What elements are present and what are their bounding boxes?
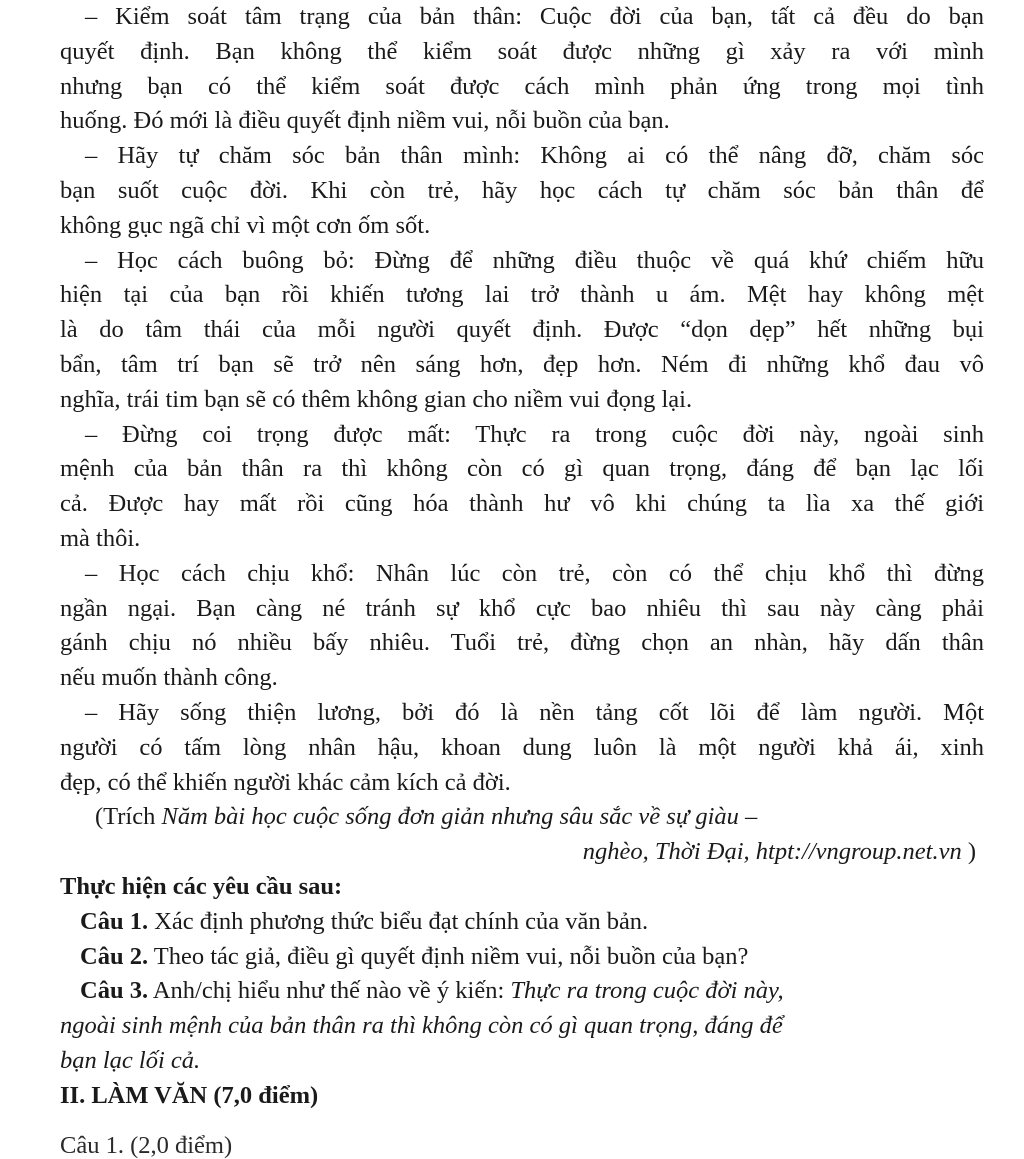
paragraph-let-go <box>60 244 984 418</box>
citation-source: nghèo, Thời Đại, htpt://vngroup.net.vn <box>582 838 962 866</box>
question-quote-line: bạn lạc lối cả. <box>60 1046 201 1074</box>
paragraph-line: ngần ngại. Bạn càng né tránh sự khổ cực bao nhiêu thì sau này càng phải <box>60 594 984 622</box>
question-3 <box>60 974 984 1078</box>
question-text: Anh/chị hiểu như thế nào về ý kiến: <box>148 977 511 1005</box>
paragraph-kindness <box>60 696 984 800</box>
paragraph-line: là do tâm thái của mỗi người quyết định. Được “dọn dẹp” hết những bụi <box>60 316 984 344</box>
paragraph-line: người có tấm lòng nhân hậu, khoan dung luôn là một người khả ái, xinh <box>60 733 984 761</box>
paragraph-line: – Học cách chịu khổ: Nhân lúc còn trẻ, còn có thể chịu khổ thì đừng <box>85 559 984 587</box>
question-line <box>60 974 984 1009</box>
paragraph-line: bẩn, tâm trí bạn sẽ trở nên sáng hơn, đẹp hơn. Ném đi những khổ đau vô <box>60 350 984 378</box>
question-quote: Thực ra trong cuộc đời này, <box>510 977 784 1005</box>
citation-title: Năm bài học cuộc sống đơn giản nhưng sâu sắc về sự giàu – <box>161 803 758 831</box>
paragraph-line: huống. Đó mới là điều quyết định niềm vui, nỗi buồn của bạn. <box>60 107 670 135</box>
paragraph-control-mood <box>60 0 984 139</box>
citation-open: (Trích <box>95 803 162 831</box>
paragraph-line: nhưng bạn có thể kiểm soát được cách mình phản ứng trong mọi tình <box>60 72 984 100</box>
paragraph-line: nghĩa, trái tim bạn sẽ có thêm không gian cho niềm vui đọng lại. <box>60 385 693 413</box>
question-text: Xác định phương thức biểu đạt chính của văn bản. <box>148 907 649 935</box>
paragraph-line: – Hãy sống thiện lương, bởi đó là nền tảng cốt lõi để làm người. Một <box>85 698 984 726</box>
paragraph-hardship <box>60 557 984 696</box>
cut-off-text: Câu 1. (2,0 điểm) <box>60 1132 233 1159</box>
paragraph-line: mệnh của bản thân ra thì không còn có gì quan trọng, đáng để bạn lạc lối <box>60 455 984 483</box>
question-line <box>80 905 984 940</box>
requirements-heading: Thực hiện các yêu cầu sau: <box>60 872 343 900</box>
paragraph-line: – Kiểm soát tâm trạng của bản thân: Cuộc đời của bạn, tất cả đều do bạn <box>85 3 984 30</box>
question-label: Câu 1. <box>80 907 149 935</box>
question-text: Theo tác giả, điều gì quyết định niềm vui, nỗi buồn của bạn? <box>148 942 749 970</box>
paragraph-line: – Hãy tự chăm sóc bản thân mình: Không ai có thể nâng đỡ, chăm sóc <box>85 142 984 170</box>
paragraph-line: gánh chịu nó nhiều bấy nhiêu. Tuổi trẻ, đừng chọn an nhàn, hãy dấn thân <box>60 629 984 657</box>
paragraph-line: cả. Được hay mất rồi cũng hóa thành hư vô khi chúng ta lìa xa thế giới <box>60 490 984 518</box>
cut-off-text-line <box>60 1132 280 1159</box>
paragraph-line: quyết định. Bạn không thể kiểm soát được những gì xảy ra với mình <box>60 37 984 65</box>
part-heading-writing: II. LÀM VĂN (7,0 điểm) <box>60 1081 319 1109</box>
paragraph-line: đẹp, có thể khiến người khác cảm kích cả đời. <box>60 768 511 796</box>
question-2 <box>60 940 984 975</box>
citation-line <box>60 800 984 835</box>
question-label: Câu 2. <box>80 942 149 970</box>
paragraph-line: không gục ngã chỉ vì một cơn ốm sốt. <box>60 211 431 239</box>
question-label: Câu 3. <box>80 977 149 1005</box>
citation-line <box>60 835 984 870</box>
source-citation <box>60 800 984 870</box>
citation-close: ) <box>961 838 976 866</box>
paragraph-line: hiện tại của bạn rồi khiến tương lai trở thành u ám. Mệt hay không mệt <box>60 281 984 309</box>
paragraph-self-care <box>60 139 984 243</box>
paragraph-line: nếu muốn thành công. <box>60 664 278 692</box>
question-quote-line: ngoài sinh mệnh của bản thân ra thì không còn có gì quan trọng, đáng để <box>60 1012 783 1040</box>
paragraph-line: mà thôi. <box>60 524 141 552</box>
paragraph-line: bạn suốt cuộc đời. Khi còn trẻ, hãy học cách tự chăm sóc bản thân để <box>60 176 984 204</box>
paragraph-gain-loss <box>60 418 984 557</box>
question-line <box>80 940 984 975</box>
paragraph-line: – Học cách buông bỏ: Đừng để những điều thuộc về quá khứ chiếm hữu <box>85 246 984 274</box>
paragraph-line: – Đừng coi trọng được mất: Thực ra trong cuộc đời này, ngoài sinh <box>85 420 984 448</box>
question-1 <box>60 905 984 940</box>
